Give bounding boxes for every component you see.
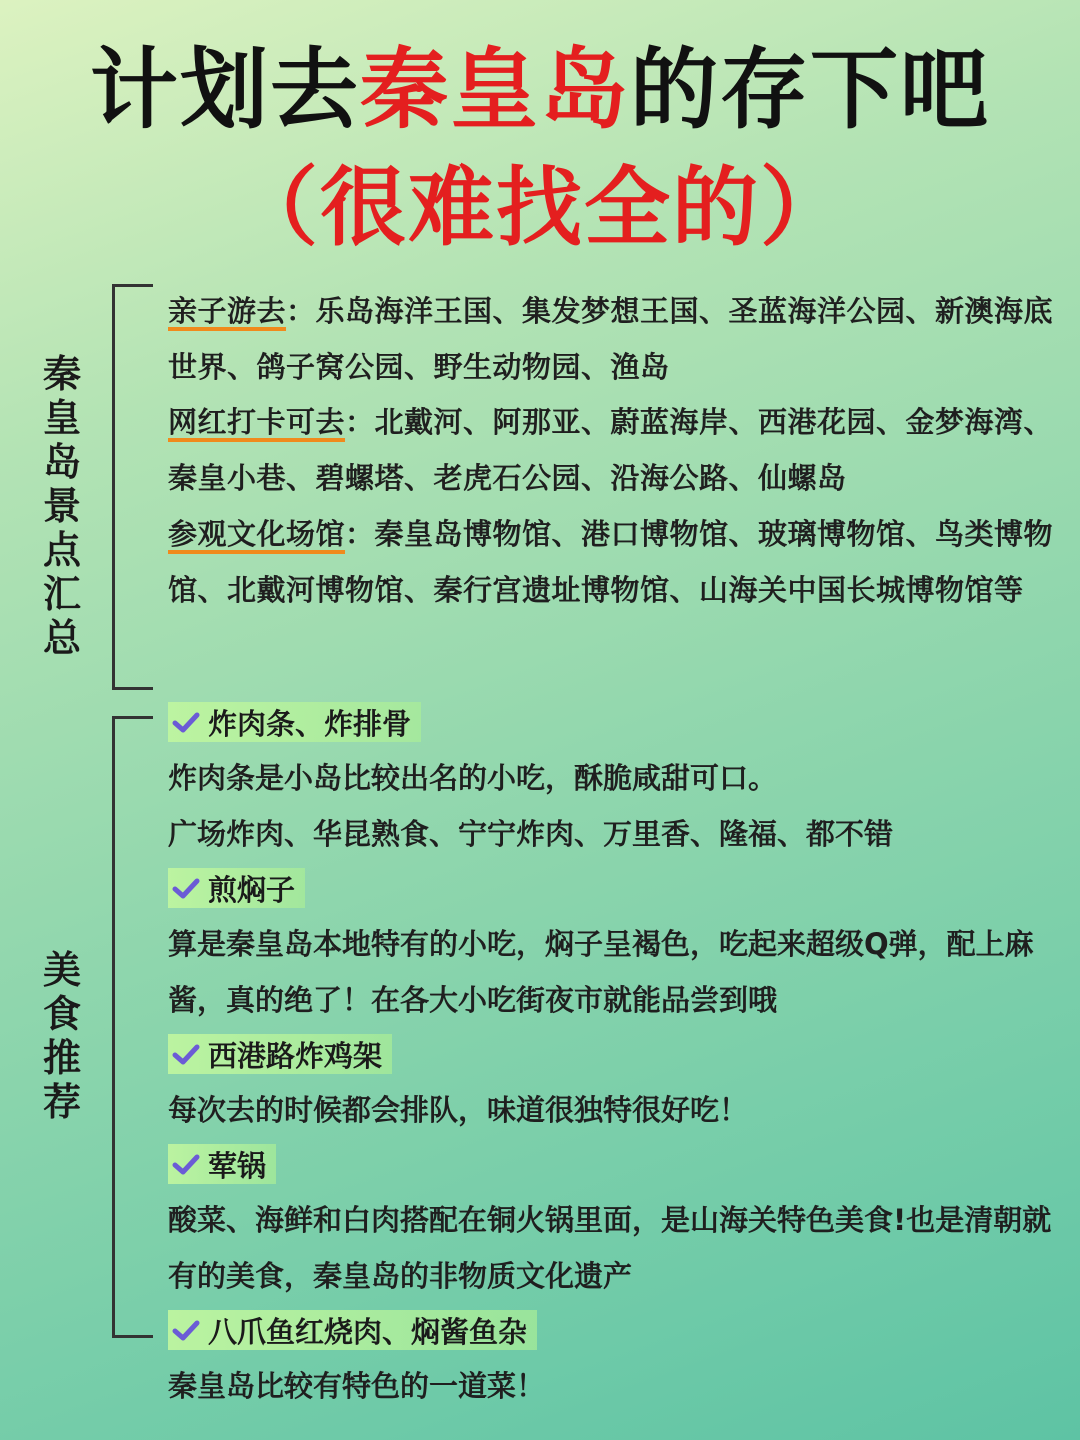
checkmark-icon [172, 1040, 200, 1068]
food-name: 西港路炸鸡架 [208, 1038, 383, 1073]
page-subtitle: （很难找全的） [232, 158, 848, 258]
attractions-bracket [112, 284, 153, 690]
food-item [168, 1310, 1068, 1414]
food-description: 秦皇岛比较有特色的一道菜！ [168, 1369, 546, 1403]
attraction-item-culture [168, 507, 1058, 618]
food-heading [168, 1034, 392, 1074]
food-name: 荤锅 [208, 1148, 267, 1183]
food-name: 炸肉条、炸排骨 [208, 706, 412, 741]
checkmark-icon [172, 1316, 200, 1344]
attraction-text: ：秦皇岛博物馆、港口博物馆、玻璃博物馆、鸟类博物馆、北戴河博物馆、秦行宫遗址博物馆、山海关中国长城博物馆等 [168, 516, 1054, 607]
attraction-keyword: 网红打卡可去 [168, 405, 346, 440]
food-description: 炸肉条是小岛比较出名的小吃，酥脆咸甜可口。 [168, 761, 778, 795]
food-item [168, 1034, 1068, 1138]
food-description: 算是秦皇岛本地特有的小吃，焖子呈褐色，吃起来超级Q弹，配上麻酱，真的绝了！在各大小吃街夜市就能品尝到哦 [168, 927, 1034, 1017]
food-description: 每次去的时候都会排队，味道很独特很好吃！ [168, 1093, 749, 1127]
food-heading [168, 1310, 537, 1350]
title-suffix: 的存下吧 [630, 38, 991, 141]
food-description: 酸菜、海鲜和白肉搭配在铜火锅里面，是山海关特色美食!也是清朝就有的美食，秦皇岛的非物质文化遗产 [168, 1203, 1052, 1293]
food-section-label: 美食推荐 [42, 948, 81, 1124]
food-heading [168, 1144, 276, 1184]
food-bracket [112, 716, 153, 1338]
attractions-section-label: 秦皇岛景点汇总 [42, 352, 81, 660]
food-name: 煎焖子 [208, 872, 296, 907]
attraction-item-influencer [168, 395, 1058, 506]
food-name: 八爪鱼红烧肉、焖酱鱼杂 [208, 1314, 528, 1349]
attraction-keyword: 参观文化场馆 [168, 516, 346, 551]
food-item [168, 1144, 1068, 1304]
attractions-list [168, 284, 1058, 618]
food-description: 广场炸肉、华昆熟食、宁宁炸肉、万里香、隆福、都不错 [168, 817, 894, 851]
checkmark-icon [172, 708, 200, 736]
food-item [168, 868, 1068, 1028]
title-prefix: 计划去 [89, 38, 360, 141]
page-title [0, 40, 1080, 140]
attraction-text: ：乐岛海洋王国、集发梦想王国、圣蓝海洋公园、新澳海底世界、鸽子窝公园、野生动物园、渔岛 [168, 294, 1054, 384]
checkmark-icon [172, 874, 200, 902]
checkmark-icon [172, 1150, 200, 1178]
food-heading [168, 702, 421, 742]
attraction-keyword: 亲子游去 [168, 294, 287, 328]
food-heading [168, 868, 305, 908]
attraction-item-family [168, 284, 1058, 395]
food-item [168, 702, 1068, 862]
attraction-text: ：北戴河、阿那亚、蔚蓝海岸、西港花园、金梦海湾、秦皇小巷、碧螺塔、老虎石公园、沿海公路、仙螺岛 [168, 405, 1054, 496]
title-accent-city: 秦皇岛 [359, 38, 630, 141]
